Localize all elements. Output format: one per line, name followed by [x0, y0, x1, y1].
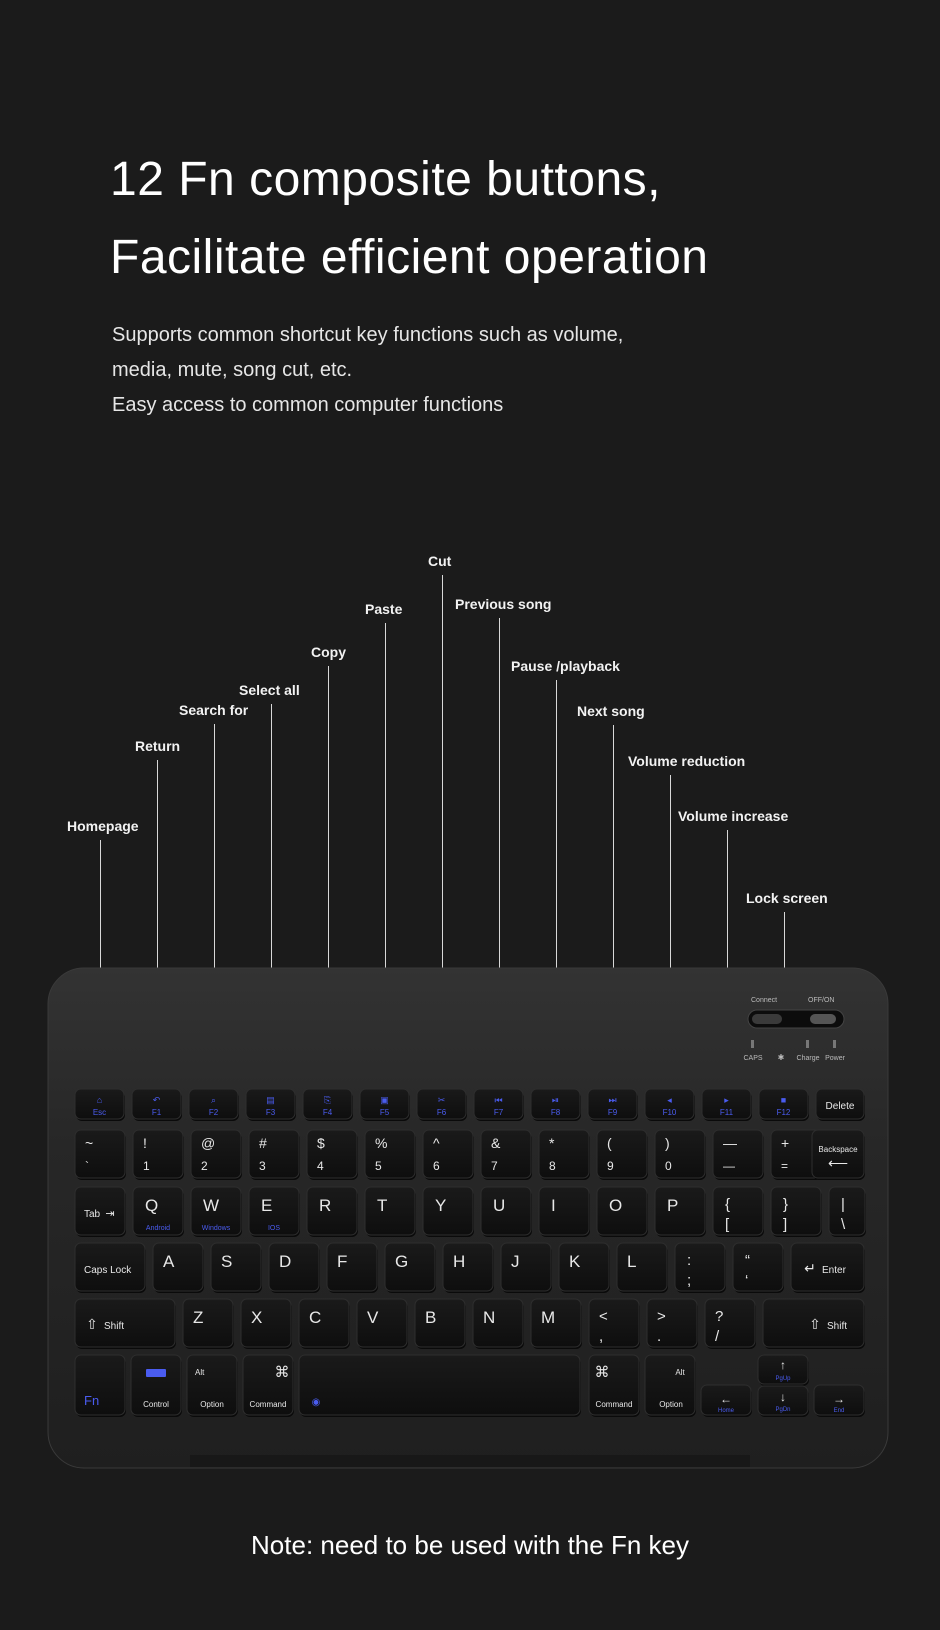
key-bottom-symbol: 0	[665, 1159, 672, 1173]
key-cap	[617, 1243, 667, 1291]
fn-key-label: F10	[662, 1108, 677, 1117]
key-cap	[423, 1130, 473, 1178]
fn-function-icon: ↶	[152, 1095, 161, 1105]
key-cap	[307, 1130, 357, 1178]
indicator-caps-label: CAPS	[743, 1055, 763, 1062]
key-top-symbol: &	[491, 1135, 501, 1151]
key-letter: W	[203, 1196, 220, 1215]
number-key	[597, 1130, 648, 1180]
fn-key-label: F8	[550, 1108, 561, 1117]
fn-modifier-key	[75, 1355, 126, 1417]
command-label: Command	[595, 1400, 633, 1409]
fn-key-f9	[588, 1089, 638, 1121]
fn-key-f5	[360, 1089, 410, 1121]
key-cap	[365, 1130, 415, 1178]
key-cap	[269, 1243, 319, 1291]
indicator-led	[833, 1040, 836, 1048]
shift-icon: ⇧	[86, 1316, 98, 1332]
key-letter: L	[627, 1252, 637, 1271]
key-cap	[675, 1243, 725, 1291]
fn-key-f3	[246, 1089, 296, 1121]
caps-lock-label: Caps Lock	[84, 1265, 132, 1276]
key-bottom-symbol: 2	[201, 1159, 208, 1173]
fn-function-icon: ⌂	[96, 1095, 103, 1105]
pgup-label: PgUp	[775, 1376, 791, 1382]
letter-key-g	[385, 1243, 436, 1293]
left-option-key	[187, 1355, 238, 1417]
key-top-symbol: (	[607, 1135, 612, 1151]
letter-key-e	[249, 1187, 300, 1237]
fn-function-icon: ▤	[266, 1095, 275, 1105]
key-top-symbol: }	[783, 1196, 789, 1213]
key-cap	[597, 1130, 647, 1178]
key-top-symbol: #	[259, 1135, 267, 1151]
caps-lock-key	[75, 1243, 146, 1293]
key-top-symbol: ~	[85, 1135, 94, 1151]
letter-key-p	[655, 1187, 706, 1237]
option-label: Option	[659, 1400, 683, 1409]
right-option-key	[645, 1355, 696, 1417]
key-bottom-symbol: ,	[599, 1328, 604, 1345]
tab-label: Tab	[84, 1209, 101, 1220]
right-command-key	[589, 1355, 640, 1417]
fn-function-icon: ⏮	[494, 1095, 503, 1105]
key-cap	[299, 1299, 349, 1347]
key-bottom-symbol: ‘	[745, 1272, 749, 1289]
key-top-symbol: *	[549, 1135, 555, 1151]
fn-function-icon: ■	[780, 1095, 787, 1105]
key-letter: P	[667, 1196, 679, 1215]
headline-line-1: 12 Fn composite buttons,	[110, 153, 661, 206]
key-cap	[133, 1130, 183, 1178]
key-top-symbol: !	[143, 1135, 147, 1151]
key-cap	[481, 1187, 531, 1235]
left-command-key	[243, 1355, 294, 1417]
key-cap	[539, 1187, 589, 1235]
key-cap	[385, 1243, 435, 1291]
key-cap	[733, 1243, 783, 1291]
callout-label-f8: Pause /playback	[511, 658, 620, 674]
key-top-symbol: <	[599, 1308, 608, 1325]
backspace-arrow-icon: ⟵	[827, 1155, 849, 1171]
keyboard-bottom-edge	[190, 1455, 750, 1467]
letter-key-d	[269, 1243, 320, 1293]
key-letter: J	[511, 1252, 520, 1271]
subtitle-line-2: media, mute, song cut, etc.	[112, 359, 353, 381]
letter-key-m	[531, 1299, 582, 1349]
key-cap	[183, 1299, 233, 1347]
callout-label-f5: Paste	[365, 601, 403, 617]
letter-key-y	[423, 1187, 474, 1237]
number-key	[133, 1130, 184, 1180]
letter-key-b	[415, 1299, 466, 1349]
tab-key	[75, 1187, 126, 1237]
option-label: Option	[200, 1400, 224, 1409]
key-top-symbol: $	[317, 1135, 325, 1151]
globe-icon: ◉	[311, 1397, 321, 1408]
letter-key-x	[241, 1299, 292, 1349]
right-arrow-key	[814, 1385, 865, 1417]
key-letter: G	[395, 1252, 409, 1271]
connect-label: Connect	[751, 997, 778, 1004]
fn-key-f8	[531, 1089, 581, 1121]
left-shift-label: Shift	[104, 1321, 125, 1332]
callout-label-f12: Lock screen	[746, 890, 828, 906]
headline-line-2: Facilitate efficient operation	[110, 231, 709, 284]
fn-key-label: F3	[265, 1108, 276, 1117]
key-top-symbol: —	[723, 1135, 737, 1151]
fn-key-esc	[75, 1089, 125, 1121]
fn-key-label: F6	[436, 1108, 447, 1117]
callout-label-f1: Return	[135, 738, 181, 754]
key-cap	[705, 1299, 755, 1347]
control-label: Control	[143, 1400, 169, 1409]
key-cap	[423, 1187, 473, 1235]
key-top-symbol: @	[201, 1135, 216, 1151]
key-bottom-symbol: `	[85, 1159, 89, 1173]
key-cap	[75, 1130, 125, 1178]
fn-key-label: F9	[607, 1108, 618, 1117]
key-top-symbol: +	[781, 1135, 790, 1151]
key-cap	[829, 1187, 865, 1235]
key-bottom-symbol: ]	[783, 1216, 788, 1233]
letter-key-l	[617, 1243, 668, 1293]
pgdn-label: PgDn	[775, 1407, 791, 1413]
letter-key-h	[443, 1243, 494, 1293]
punct-key	[705, 1299, 756, 1349]
key-bottom-symbol: .	[657, 1328, 662, 1345]
callout-label-f10: Volume reduction	[628, 753, 746, 769]
fn-function-icon: ⏯	[551, 1095, 560, 1105]
key-cap	[655, 1130, 705, 1178]
fn-key-f4	[303, 1089, 353, 1121]
note-text: Note: need to be used with the Fn key	[251, 1530, 689, 1560]
key-bottom-symbol: 3	[259, 1159, 266, 1173]
punct-key	[589, 1299, 640, 1349]
key-cap	[771, 1187, 821, 1235]
key-bottom-symbol: 8	[549, 1159, 556, 1173]
command-icon: ⌘	[594, 1364, 610, 1381]
fn-key-f2	[189, 1089, 239, 1121]
fn-key-label: F1	[151, 1108, 162, 1117]
fn-key-f1	[132, 1089, 182, 1121]
key-cap	[443, 1243, 493, 1291]
key-letter: U	[493, 1196, 506, 1215]
connect-toggle	[752, 1014, 782, 1024]
key-bottom-symbol: 6	[433, 1159, 440, 1173]
key-cap	[415, 1299, 465, 1347]
backspace-label: Backspace	[818, 1145, 858, 1154]
key-top-symbol: %	[375, 1135, 388, 1151]
key-bottom-symbol: [	[725, 1216, 730, 1233]
key-os-label: Windows	[201, 1225, 231, 1232]
number-key	[713, 1130, 764, 1180]
fn-key-label: F5	[379, 1108, 390, 1117]
number-key	[423, 1130, 474, 1180]
right-shift-key	[763, 1299, 865, 1349]
key-cap	[357, 1299, 407, 1347]
key-os-label: IOS	[267, 1225, 281, 1232]
space-bar	[299, 1355, 581, 1417]
keyboard-icon	[146, 1369, 166, 1377]
callout-label-f7: Previous song	[455, 596, 552, 612]
bluetooth-icon: ✱	[777, 1053, 785, 1062]
key-letter: E	[261, 1196, 273, 1215]
indicator-led	[806, 1040, 809, 1048]
callout-label-f4: Copy	[311, 644, 346, 660]
number-key	[307, 1130, 358, 1180]
fn-function-icon: ◂	[667, 1095, 672, 1105]
up-arrow-icon: ↑	[780, 1358, 786, 1372]
offon-label: OFF/ON	[808, 997, 835, 1004]
key-cap	[473, 1299, 523, 1347]
fn-key-f11	[702, 1089, 752, 1121]
letter-key-i	[539, 1187, 590, 1237]
subtitle-line-3: Easy access to common computer functions	[112, 394, 504, 416]
key-letter: X	[251, 1308, 263, 1327]
delete-label: Delete	[825, 1101, 855, 1112]
bracket-key	[829, 1187, 866, 1237]
fn-key-f12	[759, 1089, 809, 1121]
left-shift-key	[75, 1299, 176, 1349]
alt-label: Alt	[675, 1368, 685, 1377]
indicator-power-label: Power	[825, 1055, 845, 1062]
key-letter: C	[309, 1308, 322, 1327]
callout-label-f6: Cut	[428, 553, 452, 569]
fn-key-label: F4	[322, 1108, 333, 1117]
letter-key-j	[501, 1243, 552, 1293]
bracket-key	[713, 1187, 764, 1237]
key-letter: S	[221, 1252, 233, 1271]
backspace-key	[812, 1130, 865, 1180]
key-letter: B	[425, 1308, 437, 1327]
key-top-symbol: ^	[433, 1135, 440, 1151]
key-letter: F	[337, 1252, 348, 1271]
right-shift-label: Shift	[827, 1321, 848, 1332]
key-bottom-symbol: 1	[143, 1159, 150, 1173]
enter-key	[791, 1243, 865, 1293]
key-top-symbol: )	[665, 1135, 670, 1151]
key-bottom-symbol: 5	[375, 1159, 382, 1173]
fn-function-icon: ⌕	[210, 1095, 217, 1105]
callout-label-f11: Volume increase	[678, 808, 789, 824]
fn-key-label: F7	[493, 1108, 504, 1117]
punct-key	[733, 1243, 784, 1293]
key-cap	[75, 1355, 125, 1415]
key-cap	[307, 1187, 357, 1235]
letter-key-r	[307, 1187, 358, 1237]
key-cap	[299, 1355, 580, 1415]
key-letter: H	[453, 1252, 466, 1271]
down-arrow-key	[758, 1386, 809, 1417]
key-cap	[647, 1299, 697, 1347]
key-cap	[365, 1187, 415, 1235]
key-cap	[531, 1299, 581, 1347]
key-cap	[559, 1243, 609, 1291]
subtitle-line-1: Supports common shortcut key functions such as volume,	[112, 324, 624, 346]
home-label: Home	[717, 1408, 735, 1414]
key-letter: Z	[193, 1308, 204, 1327]
key-top-symbol: {	[725, 1196, 731, 1213]
key-letter: R	[319, 1196, 332, 1215]
key-bottom-symbol: 7	[491, 1159, 498, 1173]
key-cap	[713, 1130, 763, 1178]
key-cap	[501, 1243, 551, 1291]
enter-label: Enter	[822, 1265, 846, 1276]
key-bottom-symbol: /	[715, 1328, 720, 1345]
key-top-symbol: |	[841, 1196, 845, 1213]
callout-label-f2: Search for	[179, 702, 249, 718]
letter-key-s	[211, 1243, 262, 1293]
alt-label: Alt	[195, 1368, 205, 1377]
number-key	[539, 1130, 590, 1180]
right-arrow-icon: →	[833, 1392, 845, 1406]
key-cap	[655, 1187, 705, 1235]
enter-arrow-icon: ↵	[804, 1260, 816, 1276]
key-cap	[211, 1243, 261, 1291]
key-top-symbol: >	[657, 1308, 666, 1325]
callout-label-f9: Next song	[577, 703, 645, 719]
fn-key-label: F11	[719, 1108, 734, 1117]
letter-key-q	[133, 1187, 184, 1237]
fn-label: Fn	[84, 1393, 100, 1408]
shift-icon: ⇧	[809, 1316, 821, 1332]
bracket-key	[771, 1187, 822, 1237]
fn-key-f6	[417, 1089, 467, 1121]
fn-key-label: F2	[208, 1108, 219, 1117]
key-letter: D	[279, 1252, 292, 1271]
key-bottom-symbol: —	[723, 1159, 735, 1173]
delete-key	[816, 1089, 865, 1121]
command-label: Command	[249, 1400, 287, 1409]
key-bottom-symbol: ;	[687, 1272, 692, 1289]
key-os-label: Android	[145, 1225, 171, 1232]
key-letter: O	[609, 1196, 623, 1215]
key-cap	[327, 1243, 377, 1291]
key-cap	[241, 1299, 291, 1347]
key-cap	[713, 1187, 763, 1235]
up-arrow-key	[758, 1355, 809, 1386]
key-cap	[481, 1130, 531, 1178]
key-letter: Y	[435, 1196, 447, 1215]
number-key	[191, 1130, 242, 1180]
end-label: End	[833, 1408, 845, 1414]
letter-key-v	[357, 1299, 408, 1349]
callout-label-esc: Homepage	[67, 818, 139, 834]
left-arrow-key	[701, 1385, 752, 1417]
key-cap	[539, 1130, 589, 1178]
key-top-symbol: ?	[715, 1308, 724, 1325]
key-letter: I	[551, 1196, 556, 1215]
letter-key-w	[191, 1187, 242, 1237]
key-cap	[589, 1299, 639, 1347]
key-bottom-symbol: =	[781, 1159, 789, 1173]
punct-key	[675, 1243, 726, 1293]
control-key	[131, 1355, 182, 1417]
key-cap	[249, 1130, 299, 1178]
letter-key-t	[365, 1187, 416, 1237]
letter-key-a	[153, 1243, 204, 1293]
key-bottom-symbol: 9	[607, 1159, 614, 1173]
key-cap	[153, 1243, 203, 1291]
key-letter: Q	[145, 1196, 159, 1215]
tab-icon: ⇥	[105, 1208, 115, 1220]
fn-key-f10	[645, 1089, 695, 1121]
key-letter: M	[541, 1308, 556, 1327]
letter-key-z	[183, 1299, 234, 1349]
key-letter: T	[377, 1196, 388, 1215]
callout-label-f3: Select all	[239, 682, 300, 698]
key-letter: V	[367, 1308, 379, 1327]
letter-key-o	[597, 1187, 648, 1237]
number-key	[249, 1130, 300, 1180]
key-bottom-symbol: \	[841, 1216, 846, 1233]
fn-function-icon: ✂	[437, 1095, 446, 1105]
fn-function-icon: ⏭	[608, 1095, 617, 1105]
down-arrow-icon: ↓	[780, 1390, 786, 1404]
number-key	[75, 1130, 126, 1180]
command-icon: ⌘	[274, 1364, 290, 1381]
fn-function-icon: ▣	[380, 1095, 389, 1105]
letter-key-u	[481, 1187, 532, 1237]
key-letter: N	[483, 1308, 496, 1327]
fn-function-icon: ⎘	[323, 1095, 332, 1105]
number-key	[481, 1130, 532, 1180]
key-bottom-symbol: 4	[317, 1159, 324, 1173]
key-cap	[191, 1130, 241, 1178]
key-top-symbol: “	[745, 1252, 750, 1269]
left-arrow-icon: ←	[720, 1392, 732, 1406]
letter-key-c	[299, 1299, 350, 1349]
letter-key-k	[559, 1243, 610, 1293]
number-key	[655, 1130, 706, 1180]
letter-key-f	[327, 1243, 378, 1293]
fn-function-icon: ▸	[724, 1095, 729, 1105]
fn-key-label: Esc	[92, 1108, 107, 1117]
key-top-symbol: :	[687, 1252, 692, 1269]
indicator-charge-label: Charge	[796, 1055, 820, 1062]
indicator-led	[751, 1040, 754, 1048]
letter-key-n	[473, 1299, 524, 1349]
key-letter: A	[163, 1252, 175, 1271]
fn-key-label: F12	[776, 1108, 791, 1117]
power-toggle	[810, 1014, 836, 1024]
number-key	[365, 1130, 416, 1180]
fn-key-f7	[474, 1089, 524, 1121]
key-letter: K	[569, 1252, 581, 1271]
punct-key	[647, 1299, 698, 1349]
